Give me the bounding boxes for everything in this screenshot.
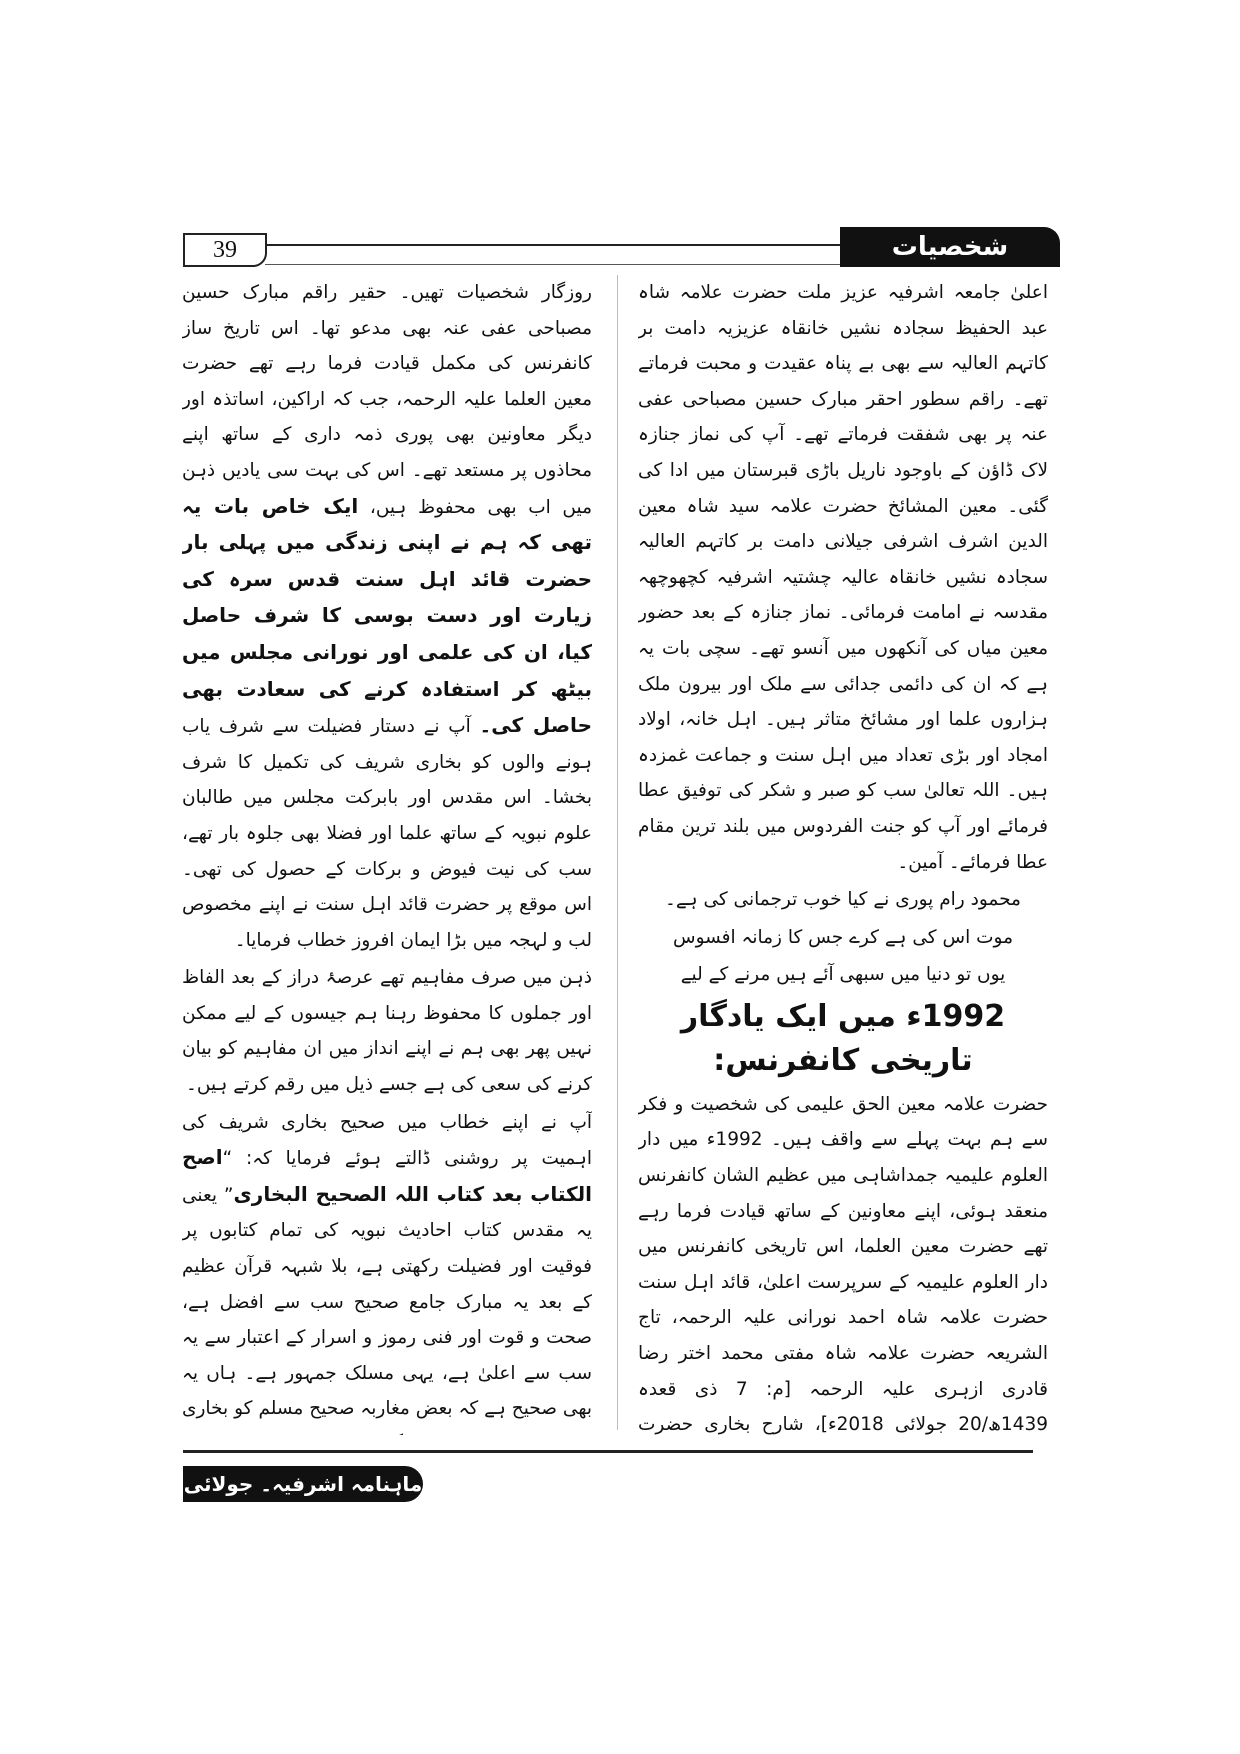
left-para-3-end: ” یعنی یہ مقدس کتاب احادیث نبویہ کی تمام کتابوں پر فوقیت اور فضیلت رکھتی ہے، بلا شبہہ قرآن عظیم کے بعد یہ مبارک جامع صحیح سب سے افضل ہے، صحت و قوت اور فنی رموز و اسرار کے اعتبار سے یہ سب سے اعلیٰ ہے، یہی مسلک جمہور ہے۔ ہاں یہ بھی صحیح ہے کہ بعض مغاربہ صحیح مسلم کو بخاری (182, 1184, 592, 1420)
right-column (638, 275, 1048, 1435)
left-para-1 (182, 275, 592, 958)
conference-heading: 1992ء میں ایک یادگار تاریخی کانفرنس: (680, 998, 1006, 1078)
poem-intro: محمود رام پوری نے کیا خوب ترجمانی کی ہے۔ (665, 889, 1021, 911)
poem-line-1: موت اس کی ہے کرے جس کا زمانہ افسوس (673, 926, 1013, 948)
left-para-1-end: آپ نے دستار فضیلت سے شرف یاب ہونے والوں کو بخاری شریف کی تکمیل کا شرف بخشا۔ اس مقدس اور بابرکت مجلس میں طالبان علوم نبویہ کے ساتھ علما اور فضلا بھی جلوہ بار تھے، سب کی نیت فیوض و برکات کے حصول کی تھی۔ اس موقع پر حضرت قائد اہل سنت نے اپنے مخصوص لب و لہجہ میں بڑا ایمان افروز خطاب فرمایا۔ (182, 716, 592, 951)
left-para-3-start: آپ نے اپنے خطاب میں صحیح بخاری شریف کی اہمیت پر روشنی ڈالتے ہوئے فرمایا کہ: “ (182, 1111, 592, 1170)
footer-rule (183, 1450, 1033, 1453)
left-para-2: ذہن میں صرف مفاہیم تھے عرصۂ دراز کے بعد الفاظ اور جملوں کا محفوظ رہنا ہم جیسوں کے لیے ممکن نہیں پھر بھی ہم نے اپنے انداز میں ان مفاہیم کو بیان کرنے کی سعی کی ہے جسے ذیل میں رقم کرتے ہیں۔ (182, 967, 592, 1096)
right-para-2: حضرت علامہ معین الحق علیمی کی شخصیت و فکر سے ہم بہت پہلے سے واقف ہیں۔ 1992ء میں دار العلوم علیمیہ جمداشاہی میں عظیم الشان کانفرنس منعقد ہوئی، اپنے معاونین کے ساتھ قیادت فرما رہے تھے حضرت معین العلما، اس تاریخی کانفرنس میں دار العلوم علیمیہ کے سرپرست اعلیٰ، قائد اہل سنت حضرت علامہ شاہ احمد نورانی علیہ الرحمہ، تاج الشریعہ حضرت علامہ شاہ مفتی محمد اختر رضا قادری ازہری علیہ الرحمہ [م: 7 ذی قعدہ 1439ھ/20 جولائی 2018ء]، شارح بخاری حضرت (638, 1093, 1048, 1435)
section-title: شخصیات (840, 227, 1060, 267)
footer-label: ماہنامہ اشرفیہ۔ جولائی 2020ء (183, 1466, 423, 1502)
column-divider (617, 275, 618, 1430)
left-para-3 (182, 1105, 592, 1435)
right-para-1: اعلیٰ جامعہ اشرفیہ عزیز ملت حضرت علامہ شاہ عبد الحفیظ سجادہ نشیں خانقاہ عزیزیہ دامت بر کاتہم العالیہ سے بھی بے پناہ عقیدت و محبت فرماتے تھے۔ راقم سطور احقر مبارک حسین مصباحی عفی عنہ پر بھی شفقت فرماتے تھے۔ آپ کی نماز جنازہ لاک ڈاؤن کے باوجود ناریل باڑی قبرستان میں ادا کی گئی۔ معین المشائخ حضرت علامہ سید شاہ معین الدین اشرف اشرفی جیلانی دامت بر کاتہم العالیہ سجادہ نشیں خانقاہ عالیہ چشتیہ اشرفیہ کچھوچھہ مقدسہ نے امامت فرمائی۔ نماز جنازہ کے بعد حضور معین میاں کی آنکھوں میں آنسو تھے۔ سچی بات یہ ہے کہ ان کی دائمی جدائی سے ملک اور بیرون ملک ہزاروں علما اور مشائخ متاثر ہیں۔ اہل خانہ، اولاد امجاد اور بڑی تعداد میں اہل سنت و جماعت غمزدہ ہیں۔ اللہ تعالیٰ سب کو صبر و شکر کی توفیق عطا فرمائے اور آپ کو جنت الفردوس میں بلند ترین مقام عطا فرمائے۔ آمین۔ (638, 282, 1048, 873)
left-para-1-highlight: ایک خاص بات یہ تھی کہ ہم نے اپنی زندگی میں پہلی بار حضرت قائد اہل سنت قدس سرہ کی زیارت اور دست بوسی کا شرف حاصل کیا، ان کی علمی اور نورانی مجلس میں بیٹھ کر استفادہ کرنے کی سعادت بھی حاصل کی۔ (182, 493, 592, 738)
left-column (182, 275, 592, 1435)
page-number: 39 (183, 233, 267, 267)
poem-line-2: یوں تو دنیا میں سبھی آئے ہیں مرنے کے لیے (680, 964, 1006, 986)
arabic-quote: اصح الکتاب بعد کتاب اللہ الصحیح البخاری (182, 1145, 592, 1206)
left-para-1-start: روزگار شخصیات تھیں۔ حقیر راقم مبارک حسین مصباحی عفی عنہ بھی مدعو تھا۔ اس تاریخ ساز کانفرنس کی مکمل قیادت فرما رہے تھے حضرت معین العلما علیہ الرحمہ، جب کہ اراکین، اساتذہ اور دیگر معاونین بھی پوری ذمہ داری کے ساتھ اپنے محاذوں پر مستعد تھے۔ اس کی بہت سی یادیں ذہن میں اب بھی محفوظ ہیں، (182, 282, 592, 518)
